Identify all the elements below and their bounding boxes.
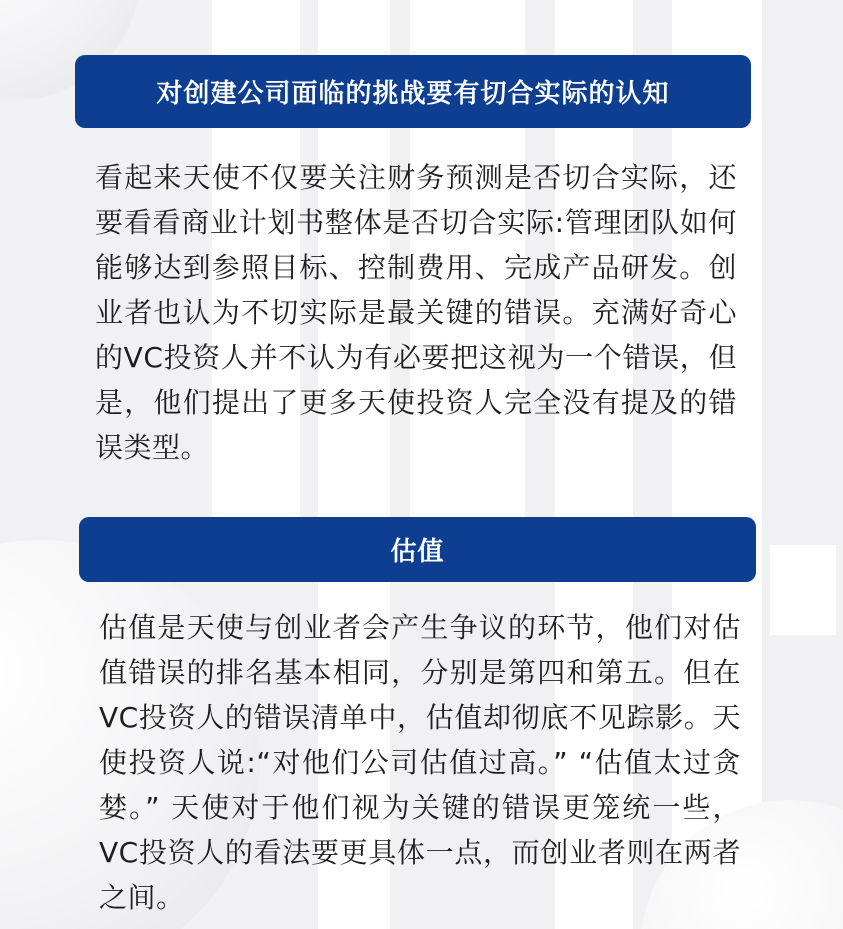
section-header-valuation xyxy=(79,517,756,582)
section-title: 对创建公司面临的挑战要有切合实际的认知 xyxy=(156,79,670,109)
background-stripe xyxy=(770,545,836,635)
section-paragraph-valuation: 估值是天使与创业者会产生争议的环节，他们对估值错误的排名基本相同，分别是第四和第五。但在VC投资人的错误清单中，估值却彻底不见踪影。天使投资人说:“对他们公司估值过高。” “估值太过贪婪。” 天使对于他们视为关键的错误更笼统一些，VC投资人的看法要更具体一点，而创业者则在两者之间。 xyxy=(99,611,741,914)
section-title: 估值 xyxy=(390,537,445,567)
section-header-challenges xyxy=(75,55,751,128)
section-paragraph-challenges: 看起来天使不仅要关注财务预测是否切合实际，还要看看商业计划书整体是否切合实际:管理团队如何能够达到参照目标、控制费用、完成产品研发。创业者也认为不切实际是最关键的错误。充满好奇心的VC投资人并不认为有必要把这视为一个错误，但是，他们提出了更多天使投资人完全没有提及的错误类型。 xyxy=(95,161,737,464)
